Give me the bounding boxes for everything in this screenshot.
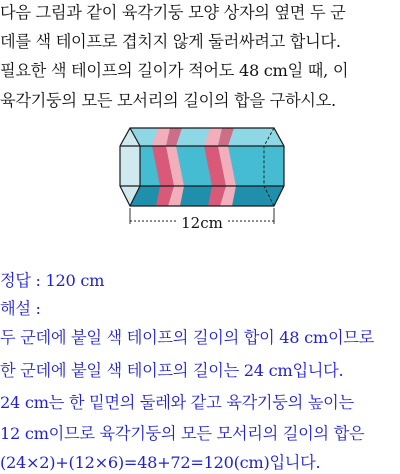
question-line-2: 데를 색 테이프로 겹치지 않게 둘러싸려고 합니다.: [0, 32, 341, 51]
prism-top-face: [120, 128, 284, 146]
prism-bottom-face: [120, 186, 284, 206]
question-line-1: 다음 그림과 같이 육각기둥 모양 상자의 옆면 두 군: [0, 3, 346, 22]
prism-front-face: [120, 146, 284, 186]
answer-line: 정답 : 120 cm: [0, 271, 105, 290]
hexagonal-prism-figure: [112, 122, 292, 228]
explanation-line-5: (24×2)+(12×6)=48+72=120(cm)입니다.: [0, 453, 321, 472]
explanation-line-2: 한 군데에 붙일 색 테이프의 길이는 24 cm입니다.: [0, 361, 344, 380]
explanation-line-3: 24 cm는 한 밑면의 둘레와 같고 육각기둥의 높이는: [0, 393, 354, 412]
question-line-3: 필요한 색 테이프의 길이가 적어도 48 cm일 때, 이: [0, 61, 349, 80]
explanation-line-4: 12 cm이므로 육각기둥의 모든 모서리의 길이의 합은: [0, 424, 365, 443]
explanation-line-1: 두 군데에 붙일 색 테이프의 길이의 합이 48 cm이므로: [0, 328, 374, 347]
question-line-4: 육각기둥의 모든 모서리의 길이의 합을 구하시오.: [0, 91, 336, 110]
explanation-heading: 해설 :: [0, 299, 41, 318]
dimension-label: 12cm: [176, 214, 228, 232]
